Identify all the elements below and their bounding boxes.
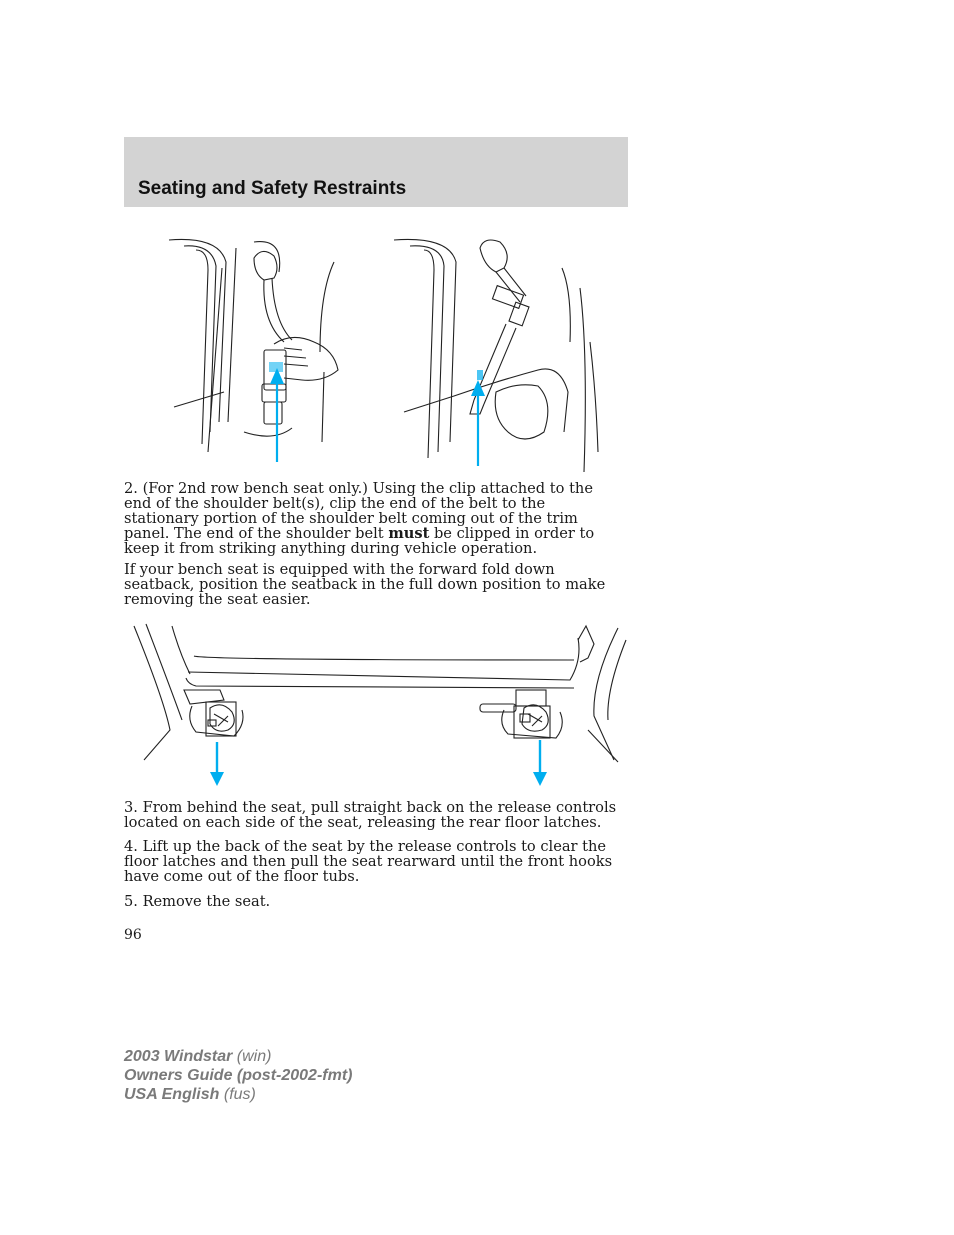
step-2-emphasis: must — [388, 525, 430, 542]
seatbelt-clip-illustration — [124, 232, 628, 472]
step-2-text: 2. (For 2nd row bench seat only.) Using the clip attached to the end of the shoulder belt(s), clip the end of the belt to the stationary portion of the shoulder belt coming out of the trim panel. The end of the shoulder belt — [124, 480, 593, 542]
step-5-paragraph: 5. Remove the seat. — [124, 893, 271, 910]
section-title: Seating and Safety Restraints — [138, 178, 407, 199]
page-number: 96 — [124, 927, 142, 943]
footer-line-3: USA English (fus) — [124, 1086, 256, 1103]
footer-line-1: 2003 Windstar (win) — [124, 1048, 272, 1065]
seat-release-illustration — [124, 620, 628, 792]
footer-line-2: Owners Guide (post-2002-fmt) — [124, 1067, 353, 1084]
step-2-text-end: be clipped in order to keep it from striking anything during vehicle operation. — [124, 525, 595, 557]
step-2-paragraph — [124, 481, 624, 556]
step-4-paragraph: 4. Lift up the back of the seat by the release controls to clear the floor latches and then pull the seat rearward until the front hooks have come out of the floor tubs. — [124, 838, 613, 885]
step-3-paragraph: 3. From behind the seat, pull straight back on the release controls located on each side of the seat, releasing the rear floor latches. — [124, 799, 617, 831]
fold-down-paragraph: If your bench seat is equipped with the forward fold down seatback, position the seatback in the full down position to make removing the seat easier. — [124, 561, 606, 608]
document-footer — [124, 1047, 352, 1104]
